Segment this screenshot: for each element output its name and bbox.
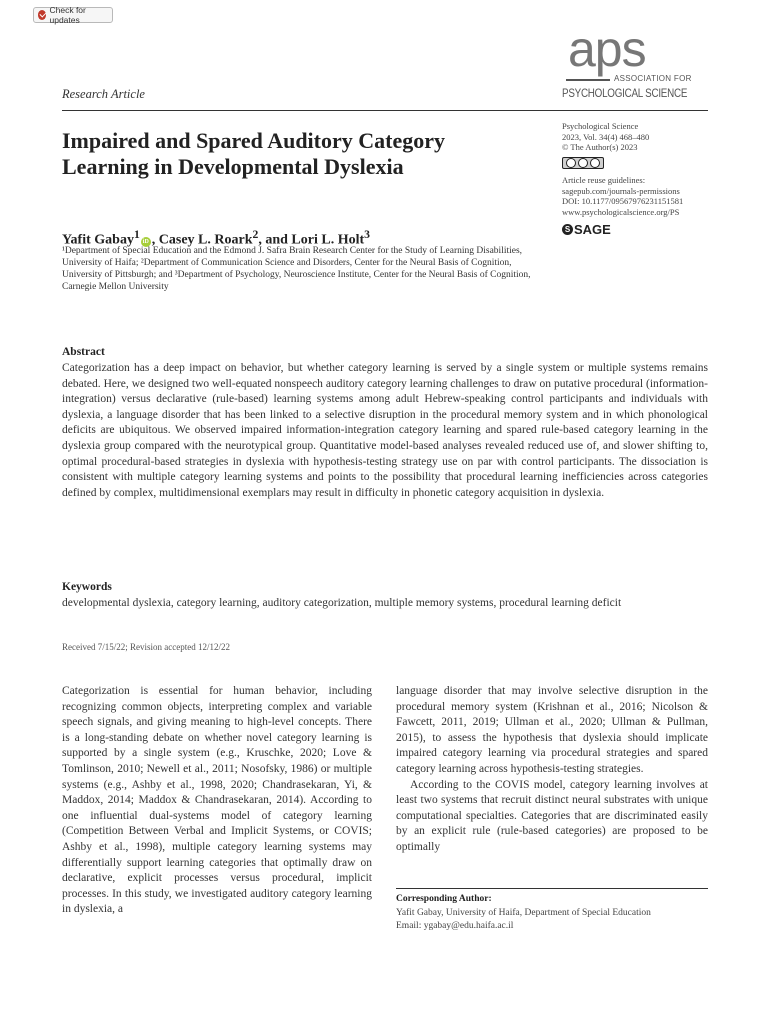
body-column-left — [62, 684, 372, 918]
abstract-text: Categorization has a deep impact on behavior, but whether category learning is served by a single system or multiple systems remains debated. Here, we designed two well-equated nonspeech auditory category learning challenges to draw on putative procedural (information-integration) versus declarative (rule-based) learning systems among adult Hebrew-speaking control participants and individuals with dyslexia, a language disorder that has been linked to a selective disruption in the procedural memory system and in which phonological deficits are ubiquitous. We observed impaired information-integration category learning and spared rule-based category learning in the dyslexia group compared with the neurotypical group. Quantitative model-based analyses revealed reduced use of, and slower shifting to, optimal procedural-based strategies in dyslexia with hypothesis-testing strategy use on par with control participants. The dissociation is consistent with multiple category learning systems and points to the possibility that procedural learning inefficiencies across categories defined by complex, multidimensional exemplars may result in difficulty in phonetic category acquisition in dyslexia. — [62, 362, 708, 499]
sage-logo — [562, 222, 611, 237]
journal-copyright: © The Author(s) 2023 — [562, 142, 638, 152]
logo-rule — [566, 79, 610, 81]
orcid-icon[interactable]: iD — [142, 238, 149, 245]
author-3-sup: 3 — [364, 228, 370, 241]
doi-link[interactable]: DOI: 10.1177/09567976231151581 — [562, 196, 684, 206]
author-1[interactable]: Yafit Gabay — [62, 232, 134, 248]
reuse-link[interactable]: sagepub.com/journals-permissions — [562, 185, 680, 196]
nc-icon — [590, 158, 600, 168]
keywords-text: developmental dyslexia, category learning, auditory categorization, multiple memory systems, procedural learning deficit — [62, 597, 622, 609]
corresponding-heading: Corresponding Author: — [396, 894, 492, 904]
journal-site-link[interactable]: www.psychologicalscience.org/PS — [562, 206, 680, 217]
article-meta — [562, 175, 683, 217]
check-updates-label: Check for updates — [49, 5, 86, 25]
received-dates: Received 7/15/22; Revision accepted 12/12/22 — [62, 642, 230, 652]
journal-name: Psychological Science — [562, 121, 639, 131]
journal-info — [562, 121, 649, 153]
by-icon — [578, 158, 588, 168]
aps-logo: aps — [568, 21, 646, 77]
body-paragraph: language disorder that may involve selective disruption in the procedural memory system (Krishnan et al., 2016; Nicolson & Fawcett, 2011, 2019; Ullman et al., 2020; Ullman & Pullman, 2015), to assess the hypothesis that dyslexia should implicate impaired category learning via procedural strategies and spared category learning across hypothesis-testing strategies. — [396, 685, 708, 775]
corresponding-name: Yafit Gabay, University of Haifa, Department of Special Education — [396, 908, 651, 918]
author-2-sup: 2 — [252, 228, 259, 241]
check-updates-icon — [38, 10, 46, 20]
article-type: Research Article — [62, 87, 145, 101]
abstract-heading: Abstract — [62, 346, 105, 358]
affiliations: ¹Department of Special Education and the Edmond J. Safra Brain Research Center for the Study of Learning Disabilities, University of Haifa; ²Department of Communication Science and Disorders, Center for the Neural Basis of Cognition, University of Pittsburgh; and ³Department of Psychology, Neuroscience Institute, Center for the Neural Basis of Cognition, Carnegie Mellon University — [62, 246, 531, 292]
corresponding-email[interactable]: Email: ygabay@edu.haifa.ac.il — [396, 921, 514, 931]
journal-volume: 2023, Vol. 34(4) 468–480 — [562, 131, 650, 142]
author-2[interactable]: , Casey L. Roark — [151, 232, 253, 248]
article-title: Impaired and Spared Auditory Category Learning in Developmental Dyslexia — [62, 128, 446, 179]
sage-label: SAGE — [574, 222, 611, 237]
header-divider — [62, 110, 708, 111]
corresponding-info — [396, 907, 651, 933]
logo-line1: ASSOCIATION FOR — [614, 74, 692, 83]
reuse-label: Article reuse guidelines: — [562, 175, 646, 185]
logo-line2: PSYCHOLOGICAL SCIENCE — [562, 86, 688, 100]
cc-license-icon[interactable] — [562, 157, 604, 169]
author-1-sup: 1 — [133, 228, 140, 241]
body-column-right — [396, 684, 708, 856]
sage-icon: S — [562, 224, 573, 235]
check-for-updates-button[interactable] — [33, 7, 113, 23]
body-paragraph: According to the COVIS model, category learning involves at least two systems that recruit distinct neural substrates with unique computational specialties. Categories that are discriminated easily by an explicit rule (rule-based categories) are proposed to be optimally — [396, 778, 708, 853]
cc-icon — [566, 158, 576, 168]
author-3[interactable]: , and Lori L. Holt — [258, 232, 365, 248]
corresponding-divider — [396, 888, 708, 889]
keywords-heading: Keywords — [62, 581, 112, 593]
body-paragraph: Categorization is essential for human behavior, including recognizing common objects, interpreting complex and variable speech signals, and giving meaning to high-level concepts. There is a long-standing debate on whether novel category learning is supported by a single system (e.g., Kruschke, 2020; Love & Tomlinson, 2010; Newell et al., 2011; Nosofsky, 1986) or multiple systems (e.g., Ashby et al., 1998, 2020; Chandrasekaran, Yi, & Maddox, 2014; Maddox & Chandrasekaran, 2014). According to one influential dual-systems model of category learning (Competition Between Verbal and Implicit Systems, or COVIS; Ashby et al., 1998), multiple category learning systems may differentially support learning categories that optimally draw on declarative, explicit processes versus procedural, implicit processes. In this study, we investigated auditory category learning in dyslexia, a — [62, 685, 372, 916]
